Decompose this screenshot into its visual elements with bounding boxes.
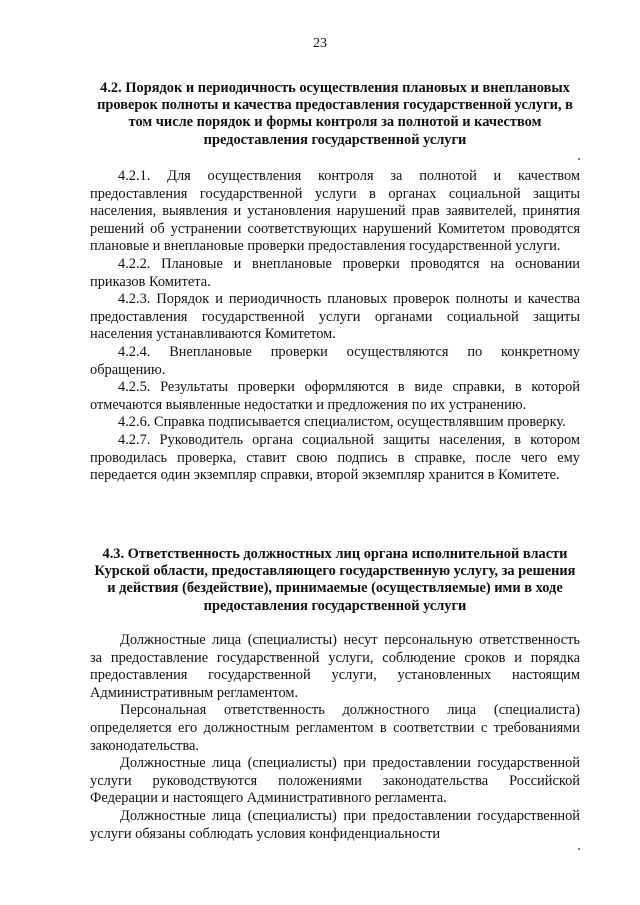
paragraph-4-2-1: 4.2.1. Для осуществления контроля за полнотой и качеством предоставления государственной услуги в органах социальной защиты населения, выявления и установления нарушений прав заявителей, принятия решений об устранении соответствующих нарушений Комитетом проводятся плановые и внеплановые проверки предоставления государственной услуги.	[90, 168, 580, 255]
scan-speck	[578, 158, 580, 160]
paragraph-4-2-5: 4.2.5. Результаты проверки оформляются в виде справки, в которой отмечаются выявленные недостатки и предложения по их устранению.	[90, 379, 580, 413]
paragraph-4-2-6: 4.2.6. Справка подписывается специалистом, осуществлявшим проверку.	[118, 414, 566, 431]
paragraph-4-3-4: Должностные лица (специалисты) при предоставлении государственной услуги обязаны соблюдать условия конфиденциальности	[90, 807, 580, 842]
section-4-3-body	[90, 632, 580, 843]
paragraph-4-2-4: 4.2.4. Внеплановые проверки осуществляются по конкретному обращению.	[90, 343, 580, 378]
paragraph-4-2-2: 4.2.2. Плановые и внеплановые проверки проводятся на основании приказов Комитета.	[90, 255, 580, 290]
section-4-2-body	[90, 168, 580, 485]
section-4-2-heading: 4.2. Порядок и периодичность осуществления плановых и внеплановых проверок полноты и качества предоставления государственной услуги, в том числе порядок и формы контроля за полнотой и качеством предоставления государственной услуги	[97, 80, 573, 148]
paragraph-4-3-1: Должностные лица (специалисты) несут персональную ответственность за предоставление государственной услуги, соблюдение сроков и порядка предоставления государственной услуги, установленных настоящим Административным регламентом.	[90, 632, 580, 701]
section-4-3-heading: 4.3. Ответственность должностных лиц органа исполнительной власти Курской области, предоставляющего государственную услугу, за решения и действия (бездействие), принимаемые (осуществляемые) ими в ходе предоставления государственной услуги	[94, 546, 576, 614]
paragraph-4-2-7: 4.2.7. Руководитель органа социальной защиты населения, в котором проводилась проверка, ставит свою подпись в справке, после чего ему передается один экземпляр справки, второй экземпляр хранится в Комитете.	[90, 431, 580, 484]
paragraph-4-3-2: Персональная ответственность должностного лица (специалиста) определяется его должностным регламентом в соответствии с требованиями законодательства.	[90, 702, 580, 754]
paragraph-4-3-3: Должностные лица (специалисты) при предоставлении государственной услуги руководствуются положениями законодательства Российской Федерации и настоящего Административного регламента.	[90, 755, 580, 807]
page-number: 23	[313, 36, 327, 51]
scan-speck	[578, 848, 580, 850]
paragraph-4-2-3: 4.2.3. Порядок и периодичность плановых проверок полноты и качества предоставления государственной услуги органами социальной защиты населения устанавливаются Комитетом.	[90, 291, 580, 343]
